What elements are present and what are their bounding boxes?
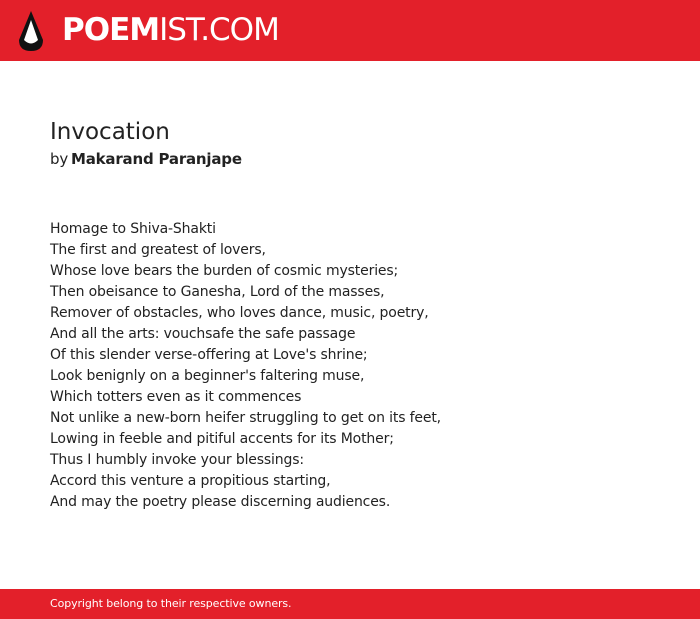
poem-line: Look benignly on a beginner's faltering muse, [50, 368, 365, 384]
poem-author: Makarand Paranjape [71, 150, 242, 168]
poem-body [50, 219, 670, 513]
poem-line: Accord this venture a propitious starting, [50, 473, 331, 489]
copyright-notice: Copyright belong to their respective owners. [50, 597, 292, 610]
poem-line: Lowing in feeble and pitiful accents for its Mother; [50, 431, 394, 447]
poem-line: Whose love bears the burden of cosmic mysteries; [50, 263, 399, 279]
pencil-tip-icon [18, 10, 44, 52]
site-logo[interactable] [62, 11, 279, 49]
poem-byline [50, 149, 242, 169]
poem-line: Remover of obstacles, who loves dance, music, poetry, [50, 305, 429, 321]
poem-line: Not unlike a new-born heifer struggling to get on its feet, [50, 410, 441, 426]
logo-light-text: IST.COM [159, 12, 279, 48]
poem-line: And may the poetry please discerning audiences. [50, 494, 391, 510]
poem-line: The first and greatest of lovers, [50, 242, 266, 258]
poem-line: Of this slender verse-offering at Love's shrine; [50, 347, 368, 363]
poem-line: Thus I humbly invoke your blessings: [50, 452, 304, 468]
poem-line: Which totters even as it commences [50, 389, 302, 405]
site-footer [0, 589, 700, 619]
poem-title: Invocation [50, 119, 170, 145]
poem-line: Homage to Shiva-Shakti [50, 221, 216, 237]
logo-bold-text: POEM [62, 12, 160, 48]
poem-line: Then obeisance to Ganesha, Lord of the masses, [50, 284, 385, 300]
site-header [0, 0, 700, 61]
by-label: by [50, 150, 68, 168]
poem-line: And all the arts: vouchsafe the safe passage [50, 326, 356, 342]
